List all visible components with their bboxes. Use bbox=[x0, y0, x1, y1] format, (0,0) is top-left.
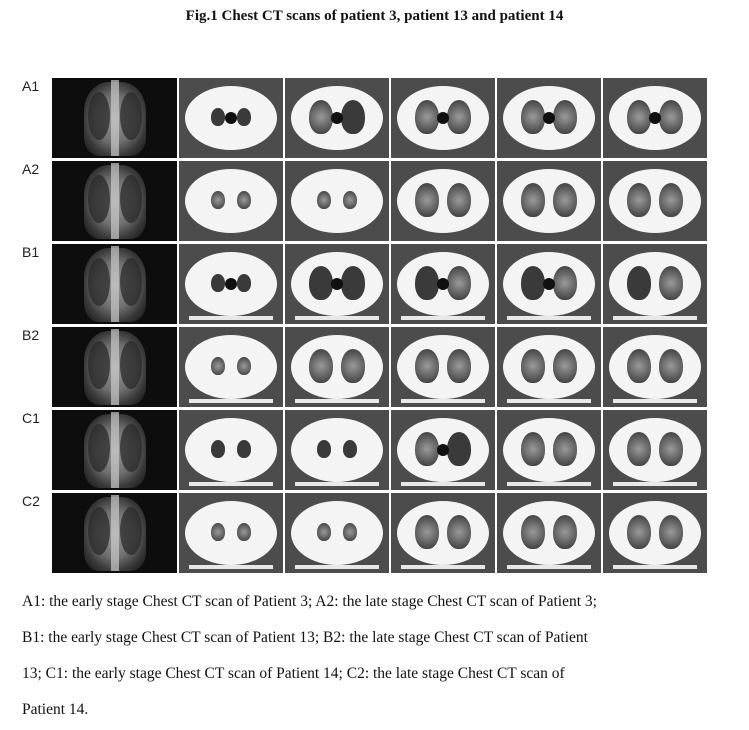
ct-slice-image bbox=[603, 493, 707, 573]
row-label: C2 bbox=[22, 493, 40, 509]
ct-slice-image bbox=[285, 161, 389, 241]
caption-line: Patient 14. bbox=[22, 701, 89, 718]
ct-slice-image bbox=[285, 493, 389, 573]
figure-caption bbox=[22, 584, 702, 728]
row-label: A2 bbox=[22, 161, 40, 177]
caption-line: 13; C1: the early stage Chest CT scan of Patient 14; C2: the late stage Chest CT scan of bbox=[22, 665, 565, 682]
chest-xray-image bbox=[52, 493, 177, 573]
scan-row-a2 bbox=[22, 161, 687, 241]
scan-row-b1 bbox=[22, 244, 687, 324]
chest-xray-image bbox=[52, 410, 177, 490]
ct-slice-image bbox=[497, 327, 601, 407]
row-label: B2 bbox=[22, 327, 40, 343]
ct-slice-image bbox=[603, 410, 707, 490]
ct-slice-image bbox=[603, 78, 707, 158]
ct-slice-image bbox=[497, 410, 601, 490]
caption-line: A1: the early stage Chest CT scan of Patient 3; A2: the late stage Chest CT scan of Patient 3; bbox=[22, 593, 597, 610]
scan-row-b2 bbox=[22, 327, 687, 407]
ct-slice-image bbox=[391, 161, 495, 241]
ct-slice-image bbox=[285, 327, 389, 407]
ct-slice-image bbox=[179, 493, 283, 573]
ct-slice-image bbox=[285, 78, 389, 158]
chest-xray-image bbox=[52, 327, 177, 407]
ct-slice-image bbox=[603, 327, 707, 407]
ct-slice-image bbox=[179, 244, 283, 324]
figure-title: Fig.1 Chest CT scans of patient 3, patient 13 and patient 14 bbox=[185, 8, 564, 24]
ct-slice-image bbox=[391, 493, 495, 573]
row-label: A1 bbox=[22, 78, 40, 94]
ct-slice-image bbox=[497, 161, 601, 241]
ct-slice-image bbox=[391, 410, 495, 490]
chest-xray-image bbox=[52, 161, 177, 241]
ct-slice-image bbox=[285, 244, 389, 324]
ct-slice-image bbox=[497, 244, 601, 324]
caption-line: B1: the early stage Chest CT scan of Patient 13; B2: the late stage Chest CT scan of Patient bbox=[22, 629, 588, 646]
chest-xray-image bbox=[52, 244, 177, 324]
scan-row-c2 bbox=[22, 493, 687, 573]
row-label: C1 bbox=[22, 410, 40, 426]
ct-slice-image bbox=[391, 327, 495, 407]
ct-slice-image bbox=[179, 161, 283, 241]
ct-figure-panel bbox=[22, 78, 687, 568]
row-label: B1 bbox=[22, 244, 40, 260]
ct-slice-image bbox=[179, 410, 283, 490]
ct-slice-image bbox=[391, 244, 495, 324]
ct-slice-image bbox=[391, 78, 495, 158]
ct-slice-image bbox=[497, 493, 601, 573]
scan-row-c1 bbox=[22, 410, 687, 490]
ct-slice-image bbox=[179, 327, 283, 407]
ct-slice-image bbox=[285, 410, 389, 490]
ct-slice-image bbox=[179, 78, 283, 158]
ct-slice-image bbox=[603, 244, 707, 324]
ct-slice-image bbox=[603, 161, 707, 241]
scan-row-a1 bbox=[22, 78, 687, 158]
ct-slice-image bbox=[497, 78, 601, 158]
chest-xray-image bbox=[52, 78, 177, 158]
